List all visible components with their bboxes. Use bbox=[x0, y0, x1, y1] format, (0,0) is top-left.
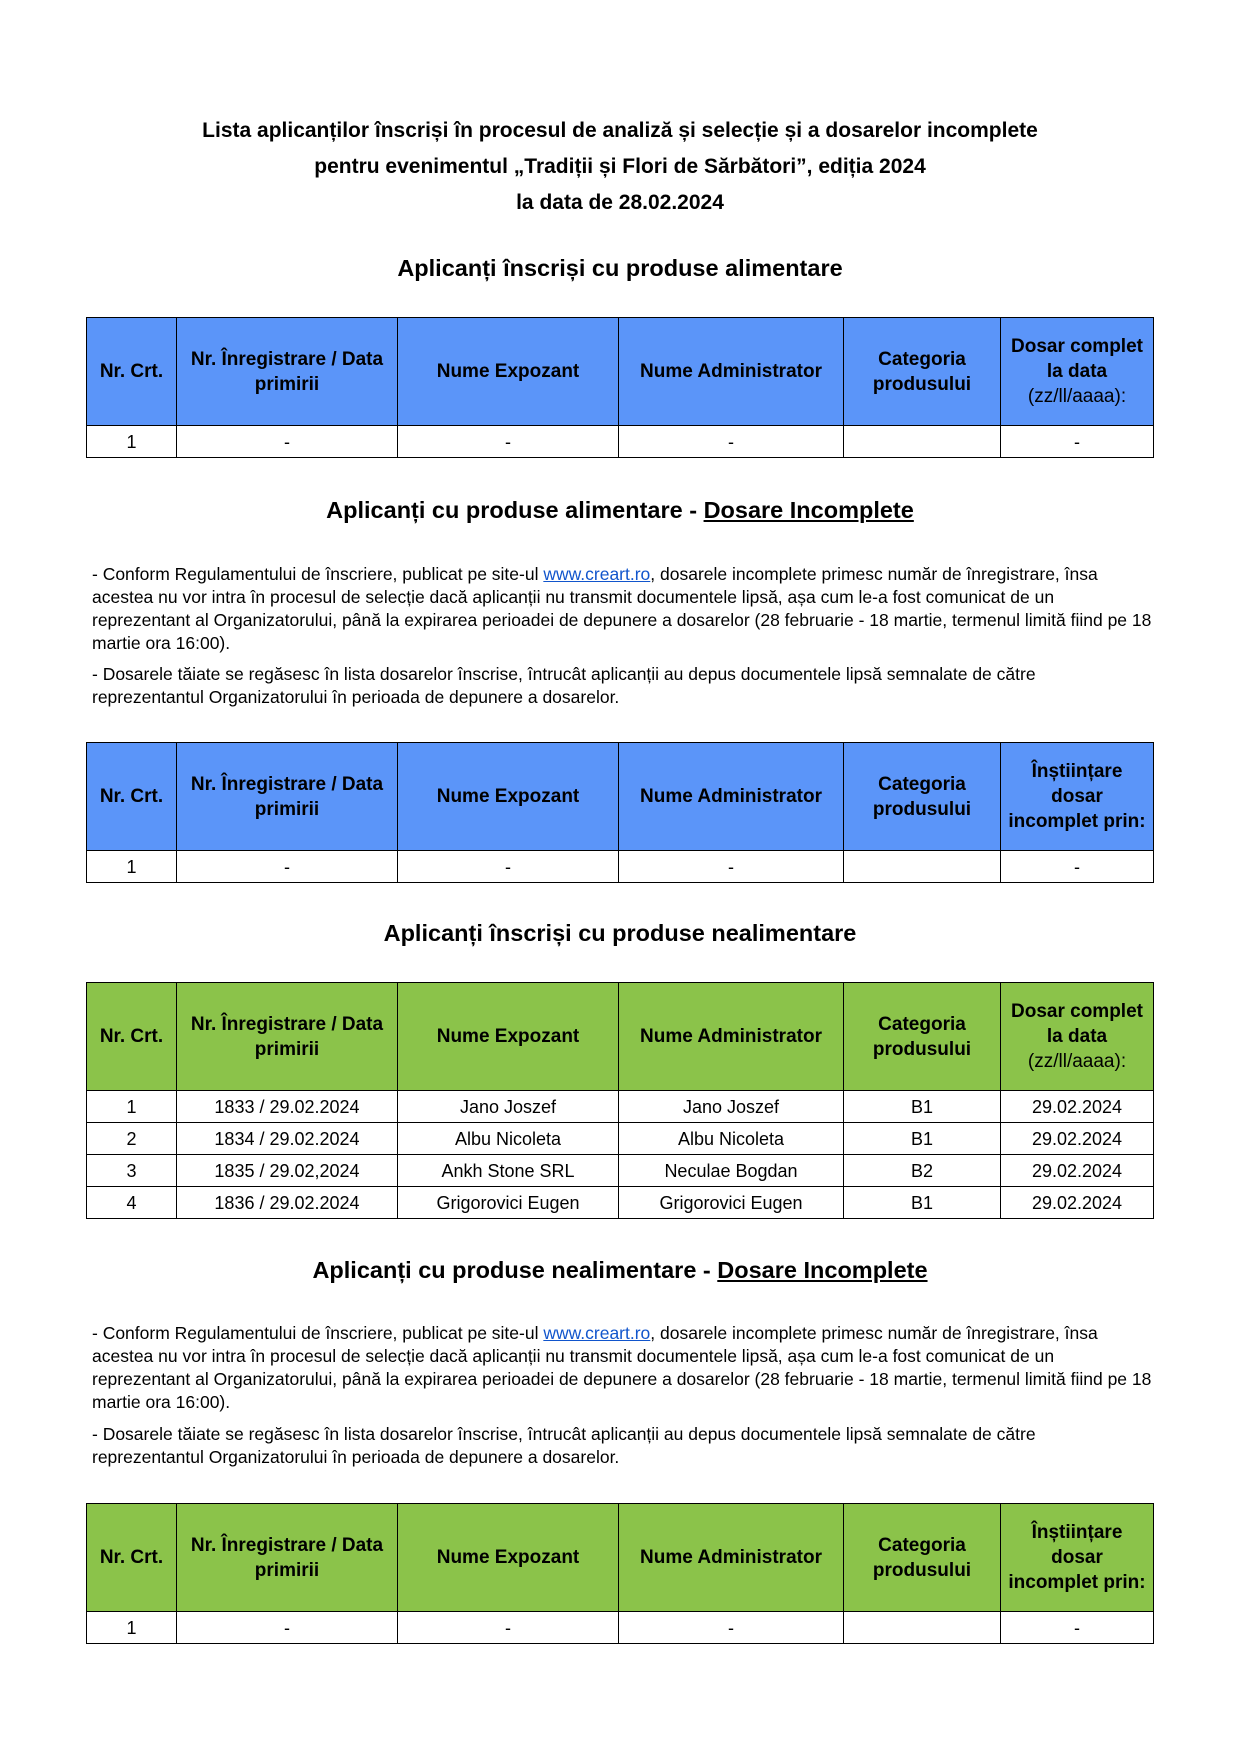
col-header-expozant: Nume Expozant bbox=[398, 743, 619, 851]
table-row bbox=[87, 1155, 1154, 1187]
col-header-instiintare: Înștiințare dosar incomplet prin: bbox=[1001, 743, 1154, 851]
heading-underlined: Dosare Incomplete bbox=[703, 497, 914, 523]
heading-nonfood-registered: Aplicanți înscriși cu produse nealimentare bbox=[383, 920, 857, 946]
cell-reg: - bbox=[177, 1612, 398, 1644]
cell-administrator: - bbox=[619, 426, 844, 458]
table-row bbox=[87, 426, 1154, 458]
table-header-row bbox=[87, 983, 1154, 1091]
cell-instiintare: - bbox=[1001, 851, 1154, 883]
col-header-instiintare: Înștiințare dosar incomplet prin: bbox=[1001, 1504, 1154, 1612]
cell-nr: 1 bbox=[87, 1091, 177, 1123]
cell-expozant: - bbox=[398, 1612, 619, 1644]
cell-nr: 1 bbox=[87, 1612, 177, 1644]
paragraph-text: - Conform Regulamentului de înscriere, publicat pe site-ul bbox=[92, 564, 544, 584]
col-header-administrator: Nume Administrator bbox=[619, 983, 844, 1091]
paragraph-text: , dosarele incomplete primesc număr de înregistrare, însa acestea nu vor intra în procesul de selecție dacă aplicanții nu transmit documentele lipsă, așa cum le-a fost comunicat de un reprezentant al Organizatorului, până la expirarea perioadei de depunere a dosarelor (28 februarie - 18 martie, termenul limită fiind pe 18 martie ora 16:00). bbox=[92, 564, 1152, 653]
table-header-row bbox=[87, 318, 1154, 426]
cell-data: - bbox=[1001, 426, 1154, 458]
col-header-nr: Nr. Crt. bbox=[87, 743, 177, 851]
col-header-dosar-complet bbox=[1001, 983, 1154, 1091]
cell-reg: - bbox=[177, 426, 398, 458]
cell-expozant: Ankh Stone SRL bbox=[398, 1155, 619, 1187]
col-header-dosar-complet-main: Dosar complet la data bbox=[1011, 1001, 1143, 1047]
document-title bbox=[0, 113, 1240, 221]
table-nonfood-incomplete bbox=[86, 1503, 1154, 1644]
col-header-categoria: Categoria produsului bbox=[844, 743, 1001, 851]
table-header-row bbox=[87, 1504, 1154, 1612]
cell-categoria bbox=[844, 426, 1001, 458]
paragraph-struck-files: - Dosarele tăiate se regăsesc în lista dosarelor înscrise, întrucât aplicanții au depus documentele lipsă semnalate de către reprezentantul Organizatorului în perioada de depunere a dosarelor. bbox=[92, 664, 1036, 707]
col-header-date-format: (zz/ll/aaaa): bbox=[1027, 1051, 1127, 1072]
paragraph-regulation bbox=[92, 1322, 1152, 1414]
paragraph-struck-files: - Dosarele tăiate se regăsesc în lista dosarelor înscrise, întrucât aplicanții au depus documentele lipsă semnalate de către reprezentantul Organizatorului în perioada de depunere a dosarelor. bbox=[92, 1424, 1036, 1467]
cell-nr: 3 bbox=[87, 1155, 177, 1187]
col-header-reg: Nr. Înregistrare / Data primirii bbox=[177, 1504, 398, 1612]
col-header-categoria: Categoria produsului bbox=[844, 1504, 1001, 1612]
col-header-administrator: Nume Administrator bbox=[619, 1504, 844, 1612]
cell-instiintare: - bbox=[1001, 1612, 1154, 1644]
col-header-nr: Nr. Crt. bbox=[87, 318, 177, 426]
title-line-3: la data de 28.02.2024 bbox=[516, 191, 724, 214]
col-header-date-format: (zz/ll/aaaa): bbox=[1027, 386, 1127, 407]
cell-expozant: - bbox=[398, 426, 619, 458]
paragraph-text: - Conform Regulamentului de înscriere, publicat pe site-ul bbox=[92, 1323, 544, 1343]
table-food-registered bbox=[86, 317, 1154, 458]
title-line-2: pentru evenimentul „Tradiții și Flori de Sărbători”, ediția 2024 bbox=[314, 155, 926, 178]
col-header-reg: Nr. Înregistrare / Data primirii bbox=[177, 743, 398, 851]
cell-expozant: Jano Joszef bbox=[398, 1091, 619, 1123]
col-header-expozant: Nume Expozant bbox=[398, 983, 619, 1091]
table-row bbox=[87, 1187, 1154, 1219]
cell-expozant: Albu Nicoleta bbox=[398, 1123, 619, 1155]
cell-nr: 4 bbox=[87, 1187, 177, 1219]
table-row bbox=[87, 1091, 1154, 1123]
heading-food-registered: Aplicanți înscriși cu produse alimentare bbox=[397, 255, 843, 281]
cell-nr: 2 bbox=[87, 1123, 177, 1155]
cell-administrator: Grigorovici Eugen bbox=[619, 1187, 844, 1219]
heading-prefix: Aplicanți cu produse nealimentare - bbox=[312, 1257, 718, 1283]
creart-link[interactable]: www.creart.ro bbox=[543, 1323, 651, 1343]
cell-reg: 1833 / 29.02.2024 bbox=[177, 1091, 398, 1123]
heading-underlined: Dosare Incomplete bbox=[717, 1257, 928, 1283]
heading-nonfood-incomplete bbox=[0, 1255, 1240, 1285]
cell-administrator: Albu Nicoleta bbox=[619, 1123, 844, 1155]
col-header-reg: Nr. Înregistrare / Data primirii bbox=[177, 318, 398, 426]
col-header-reg: Nr. Înregistrare / Data primirii bbox=[177, 983, 398, 1091]
cell-categoria bbox=[844, 1612, 1001, 1644]
creart-link[interactable]: www.creart.ro bbox=[543, 564, 651, 584]
col-header-nr: Nr. Crt. bbox=[87, 983, 177, 1091]
cell-administrator: Neculae Bogdan bbox=[619, 1155, 844, 1187]
cell-categoria: B1 bbox=[844, 1187, 1001, 1219]
cell-categoria: B1 bbox=[844, 1123, 1001, 1155]
cell-administrator: - bbox=[619, 1612, 844, 1644]
cell-data: 29.02.2024 bbox=[1001, 1187, 1154, 1219]
col-header-expozant: Nume Expozant bbox=[398, 1504, 619, 1612]
cell-administrator: Jano Joszef bbox=[619, 1091, 844, 1123]
col-header-categoria: Categoria produsului bbox=[844, 318, 1001, 426]
cell-categoria bbox=[844, 851, 1001, 883]
cell-nr: 1 bbox=[87, 851, 177, 883]
col-header-nr: Nr. Crt. bbox=[87, 1504, 177, 1612]
paragraph-text: , dosarele incomplete primesc număr de înregistrare, însa acestea nu vor intra în procesul de selecție dacă aplicanții nu transmit documentele lipsă, așa cum le-a fost comunicat de un reprezentant al Organizatorului, până la expirarea perioadei de depunere a dosarelor (28 februarie - 18 martie, termenul limită fiind pe 18 martie ora 16:00). bbox=[92, 1323, 1152, 1412]
cell-nr: 1 bbox=[87, 426, 177, 458]
cell-data: 29.02.2024 bbox=[1001, 1155, 1154, 1187]
cell-expozant: - bbox=[398, 851, 619, 883]
cell-categoria: B2 bbox=[844, 1155, 1001, 1187]
paragraph-regulation bbox=[92, 563, 1152, 655]
table-food-incomplete bbox=[86, 742, 1154, 883]
col-header-administrator: Nume Administrator bbox=[619, 743, 844, 851]
col-header-administrator: Nume Administrator bbox=[619, 318, 844, 426]
heading-food-incomplete bbox=[0, 495, 1240, 525]
table-header-row bbox=[87, 743, 1154, 851]
cell-data: 29.02.2024 bbox=[1001, 1123, 1154, 1155]
table-nonfood-registered bbox=[86, 982, 1154, 1219]
cell-data: 29.02.2024 bbox=[1001, 1091, 1154, 1123]
title-line-1: Lista aplicanților înscriși în procesul de analiză și selecție și a dosarelor incomplete bbox=[202, 119, 1038, 142]
cell-reg: - bbox=[177, 851, 398, 883]
heading-prefix: Aplicanți cu produse alimentare - bbox=[326, 497, 704, 523]
col-header-categoria: Categoria produsului bbox=[844, 983, 1001, 1091]
col-header-dosar-complet-main: Dosar complet la data bbox=[1011, 336, 1143, 382]
cell-expozant: Grigorovici Eugen bbox=[398, 1187, 619, 1219]
col-header-dosar-complet bbox=[1001, 318, 1154, 426]
table-row bbox=[87, 1123, 1154, 1155]
cell-categoria: B1 bbox=[844, 1091, 1001, 1123]
cell-reg: 1836 / 29.02.2024 bbox=[177, 1187, 398, 1219]
table-row bbox=[87, 1612, 1154, 1644]
cell-reg: 1835 / 29.02,2024 bbox=[177, 1155, 398, 1187]
table-row bbox=[87, 851, 1154, 883]
cell-administrator: - bbox=[619, 851, 844, 883]
cell-reg: 1834 / 29.02.2024 bbox=[177, 1123, 398, 1155]
col-header-expozant: Nume Expozant bbox=[398, 318, 619, 426]
